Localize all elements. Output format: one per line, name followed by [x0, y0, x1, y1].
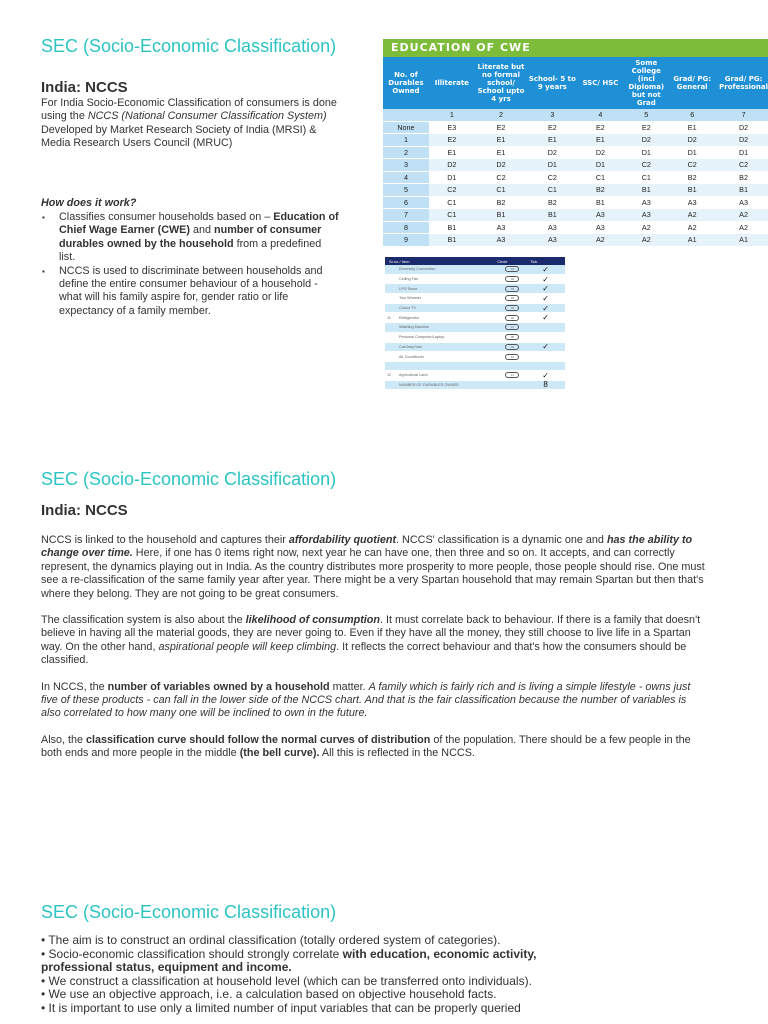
bullet-item: ▪ Classifies consumer households based on – Education of Chief Wage Earner (CWE) and number of consumer durables owned by the household from a predefined list. [41, 211, 339, 265]
durable-name [385, 355, 499, 359]
durable-item [385, 371, 565, 381]
section1-subtitle: India: NCCS [41, 79, 128, 96]
column-header: Grad/ PG: General [669, 57, 715, 109]
tick-icon: ✓ [542, 303, 549, 313]
table-cell: A3 [577, 209, 623, 222]
paragraph: In NCCS, the number of variables owned by a household matter. A family which is fairly rich and is living a simple lifestyle - owns just five of these products - can fall in the lower side of the NCCS chart. And that is the fair classification because the number of variables is also correlated to how many one will be inclined to own in the future. [41, 680, 691, 720]
table-row [383, 196, 768, 209]
index-row [383, 109, 768, 121]
education-cwe-table [383, 39, 768, 247]
durable-label: Agricultural Land [399, 373, 428, 378]
table-row [383, 171, 768, 184]
durable-label: Electricity Connection [399, 267, 436, 272]
table-cell: E1 [475, 146, 527, 159]
durable-item [385, 381, 565, 391]
table-cell: A2 [577, 234, 623, 247]
table-cell: D2 [527, 146, 577, 159]
table-cell: D1 [527, 159, 577, 172]
table-row [383, 234, 768, 247]
section1-bullets [41, 211, 339, 318]
table-cell: 3 [383, 159, 429, 172]
table-cell: 7 [715, 109, 768, 121]
table-cell: B1 [623, 184, 669, 197]
durable-name [385, 277, 499, 281]
paragraph: Also, the classification curve should follow the normal curves of distribution of the population. There should be a few people in the both ends and more people in the middle (the bell curve). All this is reflected in the NCCS. [41, 733, 691, 760]
column-header: Literate but no formal school/ School upto 4 yrs [475, 57, 527, 109]
table-cell: C1 [623, 171, 669, 184]
bullet-item: ▪ NCCS is used to discriminate between households and define the entire consumer behaviour of a household - what will his family aspire for, gender ratio or life expectancy of a family member. [41, 265, 339, 319]
table-cell: A3 [715, 196, 768, 209]
table-cell: 3 [527, 109, 577, 121]
durable-code: 10 [505, 354, 519, 360]
table-cell: A2 [623, 221, 669, 234]
table-cell: D2 [623, 134, 669, 147]
list-item: • We use an objective approach, i.e. a calculation based on objective household facts. [41, 987, 497, 1002]
table-cell: 5 [383, 184, 429, 197]
tick-icon: ✓ [542, 284, 549, 294]
table-cell: E2 [577, 121, 623, 134]
table-cell: B1 [669, 184, 715, 197]
table-cell: A3 [669, 196, 715, 209]
column-header: Some College (incl Diploma) but not Grad [623, 57, 669, 109]
table-cell: D2 [715, 134, 768, 147]
durable-code: 04 [505, 295, 519, 301]
table-cell: C2 [527, 171, 577, 184]
table-cell: 5 [623, 109, 669, 121]
table-cell: C1 [577, 171, 623, 184]
table-cell: 6 [383, 196, 429, 209]
table-cell: E1 [577, 134, 623, 147]
durable-name [385, 345, 499, 349]
durable-number: 12 [387, 373, 392, 378]
table-cell: E1 [429, 146, 475, 159]
section3-title: SEC (Socio-Economic Classification) [41, 902, 337, 922]
table-cell: A3 [577, 221, 623, 234]
table-cell: A3 [475, 221, 527, 234]
column-header: School- 5 to 9 years [527, 57, 577, 109]
durable-item [385, 362, 565, 371]
durable-number: 11 [387, 315, 391, 320]
durable-code-cell [499, 276, 527, 282]
table-cell: D2 [429, 159, 475, 172]
table-row [383, 121, 768, 134]
durable-code: 08 [505, 334, 519, 340]
durable-code: 03 [505, 286, 519, 292]
durable-code: 02 [505, 276, 519, 282]
durable-item [385, 323, 565, 333]
durable-label: Air Conditioner [399, 354, 425, 359]
table-cell: E2 [527, 121, 577, 134]
table-cell: E2 [429, 134, 475, 147]
durable-name [385, 373, 499, 377]
durable-item [385, 275, 565, 285]
tick-icon: ✓ [542, 274, 549, 284]
durable-item [385, 304, 565, 314]
section2-subtitle: India: NCCS [41, 502, 128, 519]
list-item: • The aim is to construct an ordinal classification (totally ordered system of categories). [41, 933, 501, 947]
table-cell: C2 [429, 184, 475, 197]
durable-item [385, 294, 565, 304]
tick-icon: ✓ [542, 293, 549, 303]
durable-code: 06 [505, 315, 519, 321]
table-cell: 6 [669, 109, 715, 121]
table-cell: A1 [715, 234, 768, 247]
durable-label: LPG Stove [399, 286, 418, 291]
durable-code-cell [499, 286, 527, 292]
tick-icon: ✓ [542, 342, 549, 352]
table-cell: D1 [429, 171, 475, 184]
list-item: • We construct a classification at household level (which can be transferred onto individuals). [41, 973, 532, 988]
table-cell: B1 [527, 209, 577, 222]
durable-item [385, 352, 565, 362]
durable-label: Ceiling Fan [399, 277, 419, 282]
table-cell: D2 [577, 146, 623, 159]
table-cell: D1 [715, 146, 768, 159]
durable-code-cell [499, 372, 527, 378]
table-cell: D1 [623, 146, 669, 159]
durable-name [385, 325, 499, 329]
table-cell: A2 [715, 209, 768, 222]
durable-code: 11 [505, 372, 519, 378]
tick-icon: ✓ [542, 370, 549, 380]
table-cell: B2 [475, 196, 527, 209]
durable-name [385, 287, 499, 291]
section2-title: SEC (Socio-Economic Classification) [41, 469, 337, 489]
table-row [383, 221, 768, 234]
durable-label: Two Wheeler [399, 296, 422, 301]
table-row [383, 134, 768, 147]
durable-name [385, 316, 499, 320]
durable-label: Personal Computer/Laptop [399, 335, 445, 340]
column-header: Illiterate [429, 57, 475, 109]
table-cell: A1 [669, 234, 715, 247]
table-cell: D1 [577, 159, 623, 172]
how-heading: How does it work? [41, 197, 137, 209]
section1-intro: For India Socio-Economic Classification of consumers is done using the NCCS (National Consumer Classification System) Developed by Market Research Society of India (MRSI) & Media Research Users Council (MRUC) [41, 97, 337, 150]
table-cell: D2 [669, 134, 715, 147]
table-cell: B2 [527, 196, 577, 209]
tick-icon: ✓ [542, 264, 549, 274]
section1-title: SEC (Socio-Economic Classification) [41, 36, 337, 56]
durable-label: Colour TV [399, 306, 417, 311]
table-cell: A3 [623, 209, 669, 222]
durable-item [385, 265, 565, 275]
durable-code: 09 [505, 344, 519, 350]
table-row [383, 146, 768, 159]
durables-header: Sr.no / Item Circle Tick [385, 257, 565, 265]
table-cell: C2 [669, 159, 715, 172]
table-cell: 9 [383, 234, 429, 247]
table-cell: A2 [715, 221, 768, 234]
tick-icon: ✓ [542, 313, 549, 323]
durable-label: Car/Jeep/Van [399, 344, 422, 349]
durable-item [385, 343, 565, 353]
durable-item [385, 333, 565, 343]
list-item: • Socio-economic classification should strongly correlate with education, economic activity, professional status, equipment and income. [41, 946, 537, 975]
table-cell: C2 [623, 159, 669, 172]
paragraph: The classification system is also about the likelihood of consumption. It must correlate back to behaviour. If there is a family that doesn't believe in having all the material goods, they are never going to. Even if they have all the money, they still choose to live life in a Spartan way. On the other hand, aspirational people will keep climbing. It reflects the correct behaviour and that's how the consumers should be classified. [41, 614, 701, 667]
durable-name [385, 267, 499, 271]
tick-icon: 8 [543, 380, 548, 390]
paragraph: NCCS is linked to the household and captures their affordability quotient. NCCS' classification is a dynamic one and has the ability to change over time. Here, if one has 0 items right now, next year he can have one, then three and so on. It accepts, and can correctly represent, the dynamics playing out in India. As the country distributes more prosperity to more people, those people should rise. One must see a re-classification of the same family year after year. There might be a very Spartan household that may remain Spartan but then that's where they belong. They are not going to be great consumers. [41, 534, 705, 600]
durable-code-cell [499, 305, 527, 311]
durable-item [385, 284, 565, 294]
durables-list [385, 257, 565, 390]
table-cell: E1 [475, 134, 527, 147]
table-cell: A2 [669, 209, 715, 222]
durable-label: Refrigerator [399, 315, 420, 320]
table-cell: C1 [429, 209, 475, 222]
table-title: EDUCATION OF CWE [383, 39, 768, 57]
table-cell: A3 [475, 234, 527, 247]
table-cell: E3 [429, 121, 475, 134]
durable-label: Washing Machine [399, 325, 430, 330]
column-header: SSC/ HSC [577, 57, 623, 109]
section2-body [41, 534, 705, 761]
table-cell: B2 [577, 184, 623, 197]
durable-name [385, 383, 499, 387]
table-cell: C1 [527, 184, 577, 197]
table-cell: B1 [475, 209, 527, 222]
table-cell: A2 [623, 234, 669, 247]
table-cell: 8 [383, 221, 429, 234]
table-cell: 1 [429, 109, 475, 121]
table-cell: E1 [669, 121, 715, 134]
table-cell: E2 [475, 121, 527, 134]
durable-label: NUMBER OF DURABLES OWNED [399, 382, 459, 387]
table-cell: C1 [475, 184, 527, 197]
table-cell: 7 [383, 209, 429, 222]
table-cell: B1 [429, 234, 475, 247]
durable-code-cell [499, 354, 527, 360]
table-cell: A2 [669, 221, 715, 234]
table-cell: B2 [715, 171, 768, 184]
durable-code-cell [499, 334, 527, 340]
section3-list [41, 934, 601, 1016]
durable-code: 01 [505, 266, 519, 272]
table-cell: D1 [669, 146, 715, 159]
table-cell: E1 [527, 134, 577, 147]
table-cell: B1 [429, 221, 475, 234]
table-cell: D2 [475, 159, 527, 172]
table-cell: 2 [383, 146, 429, 159]
table-cell: None [383, 121, 429, 134]
table-row [383, 184, 768, 197]
list-item: • It is important to use only a limited number of input variables that can be properly queried [41, 1000, 521, 1015]
column-header: No. of Durables Owned [383, 57, 429, 109]
table-cell: 1 [383, 134, 429, 147]
table-cell [383, 109, 429, 121]
table-cell: A3 [527, 234, 577, 247]
durable-code: 07 [505, 324, 519, 330]
table-cell: A3 [527, 221, 577, 234]
durable-item [385, 313, 565, 323]
durable-name [385, 296, 499, 300]
durable-code-cell [499, 295, 527, 301]
durable-name [385, 306, 499, 310]
table-cell: B1 [577, 196, 623, 209]
durable-code-cell [499, 315, 527, 321]
table-cell: 2 [475, 109, 527, 121]
table-cell: B1 [715, 184, 768, 197]
durable-code: 05 [505, 305, 519, 311]
table-cell: E2 [623, 121, 669, 134]
table-cell: A3 [623, 196, 669, 209]
table-cell: 4 [383, 171, 429, 184]
durable-name [385, 335, 499, 339]
table-cell: B2 [669, 171, 715, 184]
column-header: Grad/ PG: Professional [715, 57, 768, 109]
durable-code-cell [499, 324, 527, 330]
table-cell: D2 [715, 121, 768, 134]
table-cell: C2 [715, 159, 768, 172]
table-row [383, 209, 768, 222]
table-cell: 4 [577, 109, 623, 121]
table-row [383, 159, 768, 172]
durable-code-cell [499, 266, 527, 272]
durable-code-cell [499, 344, 527, 350]
table-cell: C2 [475, 171, 527, 184]
table-cell: C1 [429, 196, 475, 209]
